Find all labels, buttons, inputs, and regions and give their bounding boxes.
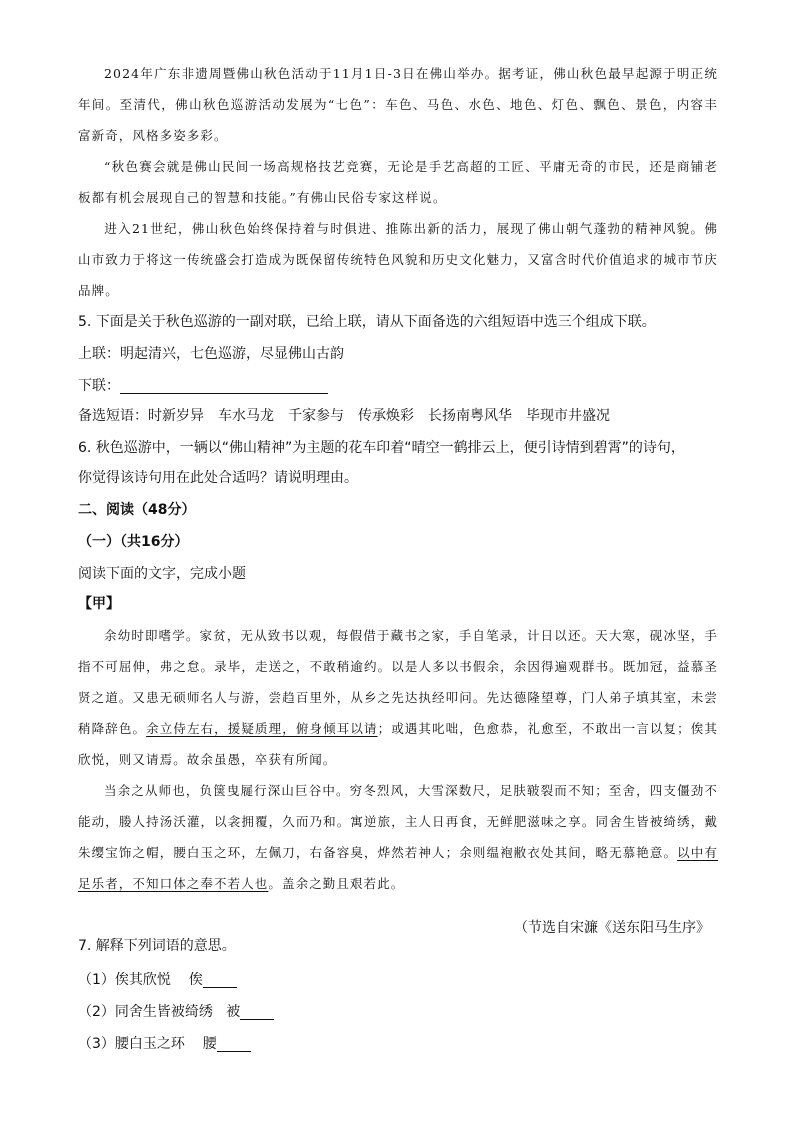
section-heading: 二、阅读（48分） bbox=[78, 502, 196, 518]
phrase-options-label: 备选短语： bbox=[78, 408, 148, 424]
item-word: 俟 bbox=[188, 972, 203, 988]
question-6-line-2: 你觉得该诗句用在此处合适吗？请说明理由。 bbox=[78, 470, 358, 486]
item-phrase: 同舍生皆被绮绣 bbox=[114, 1004, 213, 1020]
underlined-sentence-1: 余立侍左右，援疑质理，俯身倾耳以请 bbox=[146, 721, 378, 736]
question-7-stem: 7. 解释下列词语的意思。 bbox=[78, 938, 236, 954]
item-word: 被 bbox=[226, 1004, 241, 1020]
answer-blank[interactable] bbox=[203, 969, 237, 988]
question-5-stem: 5. 下面是关于秋色巡游的一副对联，已给上联，请从下面备选的六组短语中选三个组成下联。 bbox=[78, 314, 656, 330]
intro-paragraph-1-text: 2024年广东非遗周暨佛山秋色活动于11月1日-3日在佛山举办。据考证，佛山秋色最早起源于明正统年间。至清代，佛山秋色巡游活动发展为“七色”：车色、马色、水色、地色、灯色、飘色、景色，内容丰富新奇，风格多姿多彩。 bbox=[78, 66, 718, 143]
item-number: （2） bbox=[78, 1004, 115, 1020]
intro-paragraph-3-text: 进入21世纪，佛山秋色始终保持着与时俱进、推陈出新的活力，展现了佛山朝气蓬勃的精神风貌。佛山市致力于将这一传统盛会打造成为既保留传统特色风貌和历史文化魅力，又富含时代价值追求的城市节庆品牌。 bbox=[78, 221, 718, 298]
item-phrase: 腰白玉之环 bbox=[114, 1036, 185, 1052]
underlined-sentence-2: 以中有足乐者，不知口体之奉不若人也 bbox=[78, 845, 718, 891]
reading-instruction: 阅读下面的文字，完成小题 bbox=[78, 566, 246, 582]
passage-paragraph-1-text-end: ；或遇其叱咄，色愈恭，礼愈至，不敢出一言以复；俟其欣悦，则又请焉。故余虽愚，卒获有所闻。 bbox=[78, 721, 718, 767]
phrase-option: 长扬南粤风华 bbox=[428, 408, 512, 424]
phrase-option: 千家参与 bbox=[288, 408, 344, 424]
item-number: （1） bbox=[78, 972, 115, 988]
couplet-upper: 上联：明起清兴，七色巡游，尽显佛山古韵 bbox=[78, 346, 344, 362]
passage-marker-jia: 【甲】 bbox=[78, 596, 120, 612]
intro-paragraph-3 bbox=[78, 213, 718, 306]
passage-paragraph-2-text-end: 。盖余之勤且艰若此。 bbox=[268, 876, 405, 891]
answer-blank[interactable] bbox=[240, 1001, 274, 1020]
phrase-option: 车水马龙 bbox=[218, 408, 274, 424]
question-7-item bbox=[78, 998, 718, 1026]
answer-blank[interactable] bbox=[217, 1033, 251, 1052]
question-7-item bbox=[78, 1030, 718, 1058]
phrase-options bbox=[78, 402, 718, 430]
phrase-option: 时新岁异 bbox=[148, 408, 204, 424]
passage-paragraph-1 bbox=[78, 620, 718, 775]
passage-paragraph-1-text: 余幼时即嗜学。家贫，无从致书以观，每假借于藏书之家，手自笔录，计日以还。天大寒，砚冰坚，手指不可屈伸，弗之怠。录毕，走送之，不敢稍逾约。以是人多以书假余，余因得遍观群书。既加冠，益慕圣贤之道。又患无硕师名人与游，尝趋百里外，从乡之先达执经叩问。先达德隆望尊，门人弟子填其室，未尝稍降辞色。 bbox=[78, 628, 718, 736]
item-phrase: 俟其欣悦 bbox=[114, 972, 171, 988]
couplet-lower-answer-blank[interactable] bbox=[120, 375, 328, 394]
item-word: 腰 bbox=[202, 1036, 217, 1052]
question-6-line-1: 6. 秋色巡游中，一辆以“佛山精神”为主题的花车印着“晴空一鹤排云上，便引诗情到碧霄”的诗句， bbox=[78, 440, 685, 456]
intro-paragraph-2 bbox=[78, 151, 718, 213]
passage-paragraph-2 bbox=[78, 775, 718, 899]
intro-paragraph-1 bbox=[78, 58, 718, 151]
couplet-lower bbox=[78, 372, 718, 400]
passage-paragraph-2-text: 当余之从师也，负箧曳屣行深山巨谷中。穷冬烈风，大雪深数尺，足肤皲裂而不知；至舍，四支僵劲不能动，媵人持汤沃灌，以衾拥覆，久而乃和。寓逆旅，主人日再食，无鲜肥滋味之享。同舍生皆被绮绣，戴朱缨宝饰之帽，腰白玉之环，左佩刀，右备容臭，烨然若神人；余则缊袍敝衣处其间，略无慕艳意。 bbox=[78, 783, 718, 860]
phrase-option: 毕现市井盛况 bbox=[526, 408, 610, 424]
passage-source: （节选自宋濂《送东阳马生序》 bbox=[514, 920, 710, 936]
couplet-lower-label: 下联： bbox=[78, 378, 120, 394]
subsection-heading: （一）（共16分） bbox=[78, 534, 189, 550]
item-number: （3） bbox=[78, 1036, 115, 1052]
question-7-item bbox=[78, 966, 718, 994]
phrase-option: 传承焕彩 bbox=[358, 408, 414, 424]
intro-paragraph-2-text: “秋色赛会就是佛山民间一场高规格技艺竞赛，无论是手艺高超的工匠、平庸无奇的市民，还是商铺老板都有机会展现自己的智慧和技能。”有佛山民俗专家这样说。 bbox=[78, 159, 718, 205]
